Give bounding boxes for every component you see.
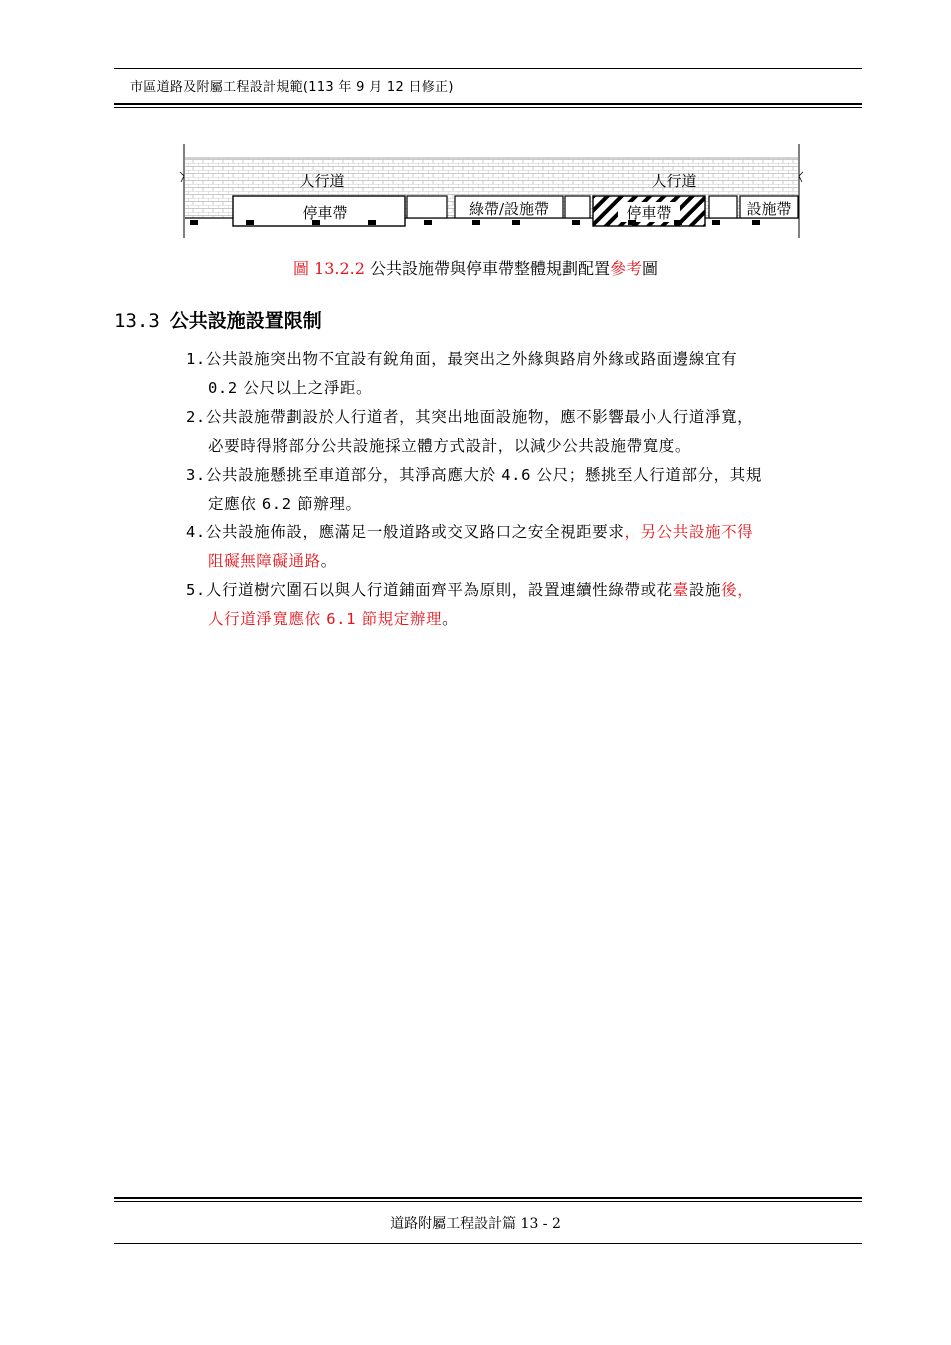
header-rule-top — [114, 68, 862, 69]
tree-pit — [407, 196, 447, 218]
label-sidewalk-left: 人行道 — [299, 172, 345, 190]
list-item-continuation: 阻礙無障礙通路。 — [208, 552, 337, 570]
footer-rule-top-thin — [114, 1201, 862, 1202]
footer-rule-bottom — [114, 1243, 862, 1244]
label-green-facility: 綠帶/設施帶 — [468, 200, 550, 218]
list-item-text: 公共設施帶劃設於人行道者，其突出地面設施物，應不影響最小人行道淨寬， — [205, 408, 754, 426]
tree-pit — [565, 196, 590, 218]
list-item: 3.公共設施懸挑至車道部分，其淨高應大於 4.6 公尺；懸挑至人行道部分，其規 定應依 6.2 節辦理。 — [186, 461, 861, 519]
list-item-continuation: 必要時得將部分公共設施採立體方式設計，以減少公共設施帶寬度。 — [208, 437, 692, 455]
header-rule-bottom-thin — [114, 107, 862, 108]
list-item — [186, 403, 861, 461]
label-facility-right: 設施帶 — [746, 200, 792, 218]
list-item-continuation: 定應依 6.2 節辦理。 — [208, 495, 362, 513]
label-parking-left: 停車帶 — [302, 204, 348, 222]
list-item-number: 1. — [186, 350, 206, 368]
list-item-number: 5. — [186, 581, 206, 599]
caption-text: 公共設施帶與停車帶整體規劃配置 — [370, 259, 611, 278]
label-parking-hatched: 停車帶 — [626, 204, 672, 222]
section-heading — [114, 306, 322, 333]
section-number: 13.3 — [114, 310, 160, 332]
caption-highlight: 參考 — [610, 259, 643, 278]
figure-caption — [0, 256, 951, 279]
list-item-continuation: 0.2 公尺以上之淨距。 — [208, 379, 373, 397]
list-item — [186, 345, 861, 403]
list-item-number: 2. — [186, 408, 206, 426]
footer-rule-top — [114, 1197, 862, 1199]
road-layout-figure — [178, 142, 806, 240]
header-title: 市區道路及附屬工程設計規範(113 年 9 月 12 日修正) — [130, 80, 454, 95]
tree-pit — [709, 196, 737, 218]
header-rule-bottom — [114, 103, 862, 105]
list-item-number: 3. — [186, 466, 206, 484]
list-item-continuation: 人行道淨寬應依 6.1 節規定辦理。 — [208, 610, 459, 628]
page-footer: 道路附屬工程設計篇 13 - 2 — [390, 1216, 561, 1232]
section-title: 公共設施設置限制 — [169, 310, 322, 332]
caption-number: 圖 13.2.2 — [292, 259, 365, 278]
list-item-number: 4. — [186, 523, 206, 541]
list-item: 4.公共設施佈設，應滿足一般道路或交叉路口之安全視距要求，另公共設施不得 阻礙無障礙通路。 — [186, 518, 861, 576]
caption-suffix: 圖 — [642, 259, 659, 278]
label-sidewalk-right: 人行道 — [651, 172, 697, 190]
list-item: 5.人行道樹穴圍石以與人行道鋪面齊平為原則，設置連續性綠帶或花臺設施後， 人行道淨寬應依 6.1 節規定辦理。 — [186, 576, 861, 634]
list-item-text: 公共設施突出物不宜設有銳角面，最突出之外緣與路肩外緣或路面邊線宜有 — [205, 350, 738, 368]
